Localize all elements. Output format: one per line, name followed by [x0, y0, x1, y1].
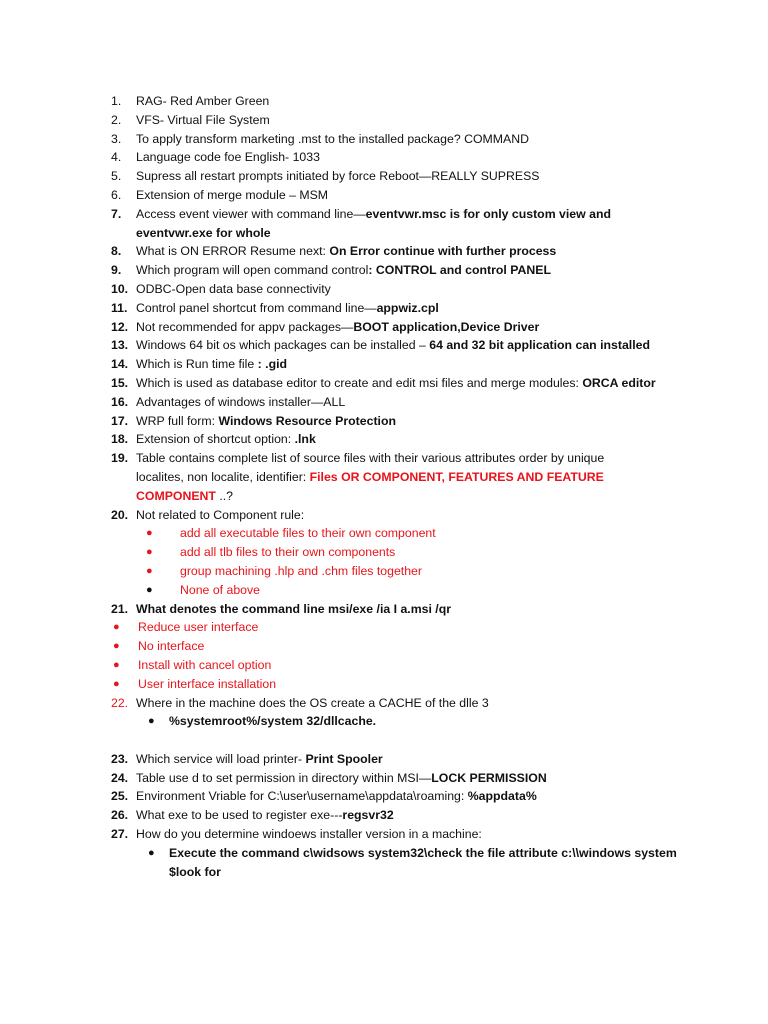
item-number: 27. — [111, 827, 129, 842]
bullet-icon: ● — [113, 658, 120, 671]
text-run: How do you determine windoews installer version in a machine: — [136, 827, 482, 842]
bullet-item — [0, 656, 768, 675]
spacer — [0, 731, 768, 750]
text-run: Not related to Component rule: — [136, 507, 305, 522]
list-item — [0, 186, 768, 205]
item-text — [136, 468, 604, 487]
list-item — [0, 449, 768, 468]
item-number: 13. — [111, 338, 129, 353]
document-page — [0, 92, 768, 881]
bullet-icon: ● — [146, 583, 153, 596]
bullet-item — [0, 618, 768, 637]
text-run: Which service will load printer- — [136, 751, 306, 766]
list-item — [0, 825, 768, 844]
text-run: Supress all restart prompts initiated by force Reboot—REALLY SUPRESS — [136, 169, 540, 184]
bullet-icon: ● — [113, 677, 120, 690]
installer-version-answer — [0, 844, 768, 882]
item-text — [136, 787, 537, 806]
text-run: ODBC-Open data base connectivity — [136, 281, 331, 296]
item-number: 22. — [111, 695, 129, 710]
list-item — [0, 787, 768, 806]
item-number: 17. — [111, 413, 129, 428]
bullet-text: add all executable files to their own component — [180, 526, 436, 541]
text-run: Which is used as database editor to create and edit msi files and merge modules: — [136, 375, 583, 390]
item-number: 25. — [111, 789, 129, 804]
text-run: Extension of shortcut option: — [136, 432, 295, 447]
item-number: 23. — [111, 751, 129, 766]
item-number: 4. — [111, 150, 122, 165]
text-run: LOCK PERMISSION — [431, 770, 547, 785]
list-item — [0, 355, 768, 374]
item-number: 12. — [111, 319, 129, 334]
bullet-icon: ● — [113, 640, 120, 653]
item-text — [136, 825, 482, 844]
item-number: 3. — [111, 131, 122, 146]
text-run: regsvr32 — [342, 808, 394, 823]
item-number: 16. — [111, 394, 129, 409]
item-text — [136, 374, 656, 393]
item-number: 6. — [111, 187, 122, 202]
item-number: 5. — [111, 169, 122, 184]
item-text — [136, 355, 287, 374]
bullet-item — [0, 675, 768, 694]
text-run: eventvwr.msc is for only custom view and — [365, 206, 611, 221]
bullet-text: group machining .hlp and .chm files together — [180, 563, 422, 578]
text-run: %appdata% — [467, 789, 537, 804]
list-item — [0, 205, 768, 224]
list-item — [0, 242, 768, 261]
bullet-text: $look for — [169, 864, 221, 879]
list-item — [0, 487, 768, 506]
item-text — [136, 280, 331, 299]
text-run: To apply transform marketing .mst to the installed package? COMMAND — [136, 131, 529, 146]
list-item — [0, 750, 768, 769]
item-text — [136, 487, 233, 506]
item-number: 26. — [111, 808, 129, 823]
item-number: 15. — [111, 375, 129, 390]
list-item — [0, 167, 768, 186]
text-run: Table use d to set permission in directory within MSI— — [136, 770, 432, 785]
list-item — [0, 374, 768, 393]
list-item — [0, 261, 768, 280]
item-text — [136, 205, 611, 224]
text-run: WRP full form: — [136, 413, 219, 428]
item-text — [136, 318, 539, 337]
item-text — [136, 92, 269, 111]
item-number: 11. — [111, 300, 128, 315]
item-number: 18. — [111, 432, 129, 447]
answer-22 — [0, 712, 768, 731]
bullet-text: User interface installation — [138, 676, 277, 691]
item-text — [136, 224, 271, 243]
text-run: On Error continue with further process — [329, 244, 557, 259]
list-item — [0, 130, 768, 149]
list-item — [0, 430, 768, 449]
numbered-list-23-27 — [0, 750, 768, 844]
list-item — [0, 336, 768, 355]
bullet-text: Reduce user interface — [138, 620, 259, 635]
numbered-list-1-20 — [0, 92, 768, 524]
text-run: Environment Vriable for C:\user\username\appdata\roaming: — [136, 789, 468, 804]
item-number: 2. — [111, 112, 122, 127]
bullet-item — [0, 543, 768, 562]
bullet-text: None of above — [180, 582, 260, 597]
text-run: localites, non localite, identifier: — [136, 469, 310, 484]
text-run: Files OR COMPONENT, FEATURES AND FEATURE — [309, 469, 604, 484]
command-line-options — [0, 618, 768, 693]
item-number: 8. — [111, 244, 122, 259]
list-item — [0, 92, 768, 111]
text-run: appwiz.cpl — [376, 300, 439, 315]
item-text — [136, 242, 556, 261]
question-22 — [0, 694, 768, 713]
text-run: Control panel shortcut from command line— — [136, 300, 377, 315]
bullet-text: add all tlb files to their own components — [180, 545, 396, 560]
text-run: 64 and 32 bit application can installed — [429, 338, 650, 353]
text-run: RAG- Red Amber Green — [136, 94, 270, 108]
text-run: Table contains complete list of source files with their various attributes order by unique — [136, 451, 605, 466]
bullet-icon: ● — [113, 621, 120, 634]
bullet-icon: ● — [146, 527, 153, 540]
bullet-item — [0, 863, 768, 882]
item-text: What denotes the command line msi/exe /ia I a.msi /qr — [136, 601, 452, 616]
list-item — [0, 318, 768, 337]
component-rule-options — [0, 524, 768, 599]
text-run: What exe to be used to register exe--- — [136, 808, 343, 823]
text-run: BOOT application,Device Driver — [353, 319, 540, 334]
text-run: Windows Resource Protection — [218, 413, 396, 428]
item-text — [136, 130, 529, 149]
item-text: Where in the machine does the OS create a CACHE of the dlle 3 — [136, 695, 489, 710]
text-run: COMPONENT — [136, 488, 216, 503]
bullet-text: No interface — [138, 639, 205, 654]
question-21 — [0, 600, 768, 619]
bullet-item — [0, 524, 768, 543]
item-number: 9. — [111, 263, 122, 278]
bullet-icon: ● — [146, 564, 153, 577]
bullet-icon: ● — [148, 846, 155, 859]
text-run: ORCA editor — [582, 375, 656, 390]
bullet-item — [0, 581, 768, 600]
bullet-text: Execute the command c\widsows system32\check the file attribute c:\\windows system — [169, 845, 677, 860]
item-text — [136, 167, 539, 186]
bullet-icon: ● — [148, 715, 155, 728]
bullet-item — [0, 844, 768, 863]
list-item — [0, 468, 768, 487]
item-number: 24. — [111, 770, 129, 785]
item-text — [136, 299, 439, 318]
text-run: Extension of merge module – MSM — [136, 187, 329, 202]
item-text — [136, 806, 394, 825]
list-item — [0, 506, 768, 525]
text-run: Which program will open command control — [136, 263, 369, 278]
item-text — [136, 336, 650, 355]
item-text — [136, 449, 604, 468]
text-run: eventvwr.exe for whole — [136, 225, 271, 240]
text-run: : .gid — [257, 357, 288, 372]
item-text — [136, 769, 547, 788]
list-item — [0, 412, 768, 431]
item-text — [136, 506, 304, 525]
text-run: Windows 64 bit os which packages can be installed – — [136, 338, 430, 353]
bullet-item — [0, 637, 768, 656]
list-item — [0, 769, 768, 788]
item-number: 19. — [111, 451, 129, 466]
item-text — [136, 393, 345, 412]
item-number: 20. — [111, 507, 129, 522]
item-text — [136, 111, 270, 130]
item-text — [136, 412, 396, 431]
item-number: 21. — [111, 601, 129, 616]
text-run: Which is Run time file — [136, 357, 258, 372]
text-run: : CONTROL and control PANEL — [368, 263, 552, 278]
text-run: What is ON ERROR Resume next: — [136, 244, 330, 259]
text-run: Language code foe English- 1033 — [136, 150, 320, 165]
item-number: 7. — [111, 206, 122, 221]
item-text — [136, 148, 320, 167]
text-run: .lnk — [294, 432, 316, 447]
text-run: Print Spooler — [305, 751, 383, 766]
item-number: 1. — [111, 94, 122, 108]
list-item — [0, 280, 768, 299]
list-item — [0, 299, 768, 318]
text-run: ..? — [215, 488, 234, 503]
item-number: 14. — [111, 357, 129, 372]
item-text — [136, 750, 383, 769]
list-item — [0, 111, 768, 130]
list-item — [0, 148, 768, 167]
item-number: 10. — [111, 281, 129, 296]
bullet-text: Install with cancel option — [138, 657, 272, 672]
text-run: VFS- Virtual File System — [136, 112, 270, 127]
list-item — [0, 806, 768, 825]
bullet-text: %systemroot%/system 32/dllcache. — [169, 714, 377, 729]
list-item — [0, 393, 768, 412]
bullet-icon: ● — [146, 546, 153, 559]
bullet-item — [0, 562, 768, 581]
text-run: Advantages of windows installer—ALL — [136, 394, 346, 409]
item-text — [136, 261, 551, 280]
item-text — [136, 430, 316, 449]
text-run: Access event viewer with command line— — [136, 206, 366, 221]
item-text — [136, 186, 328, 205]
text-run: Not recommended for appv packages— — [136, 319, 354, 334]
list-item — [0, 224, 768, 243]
